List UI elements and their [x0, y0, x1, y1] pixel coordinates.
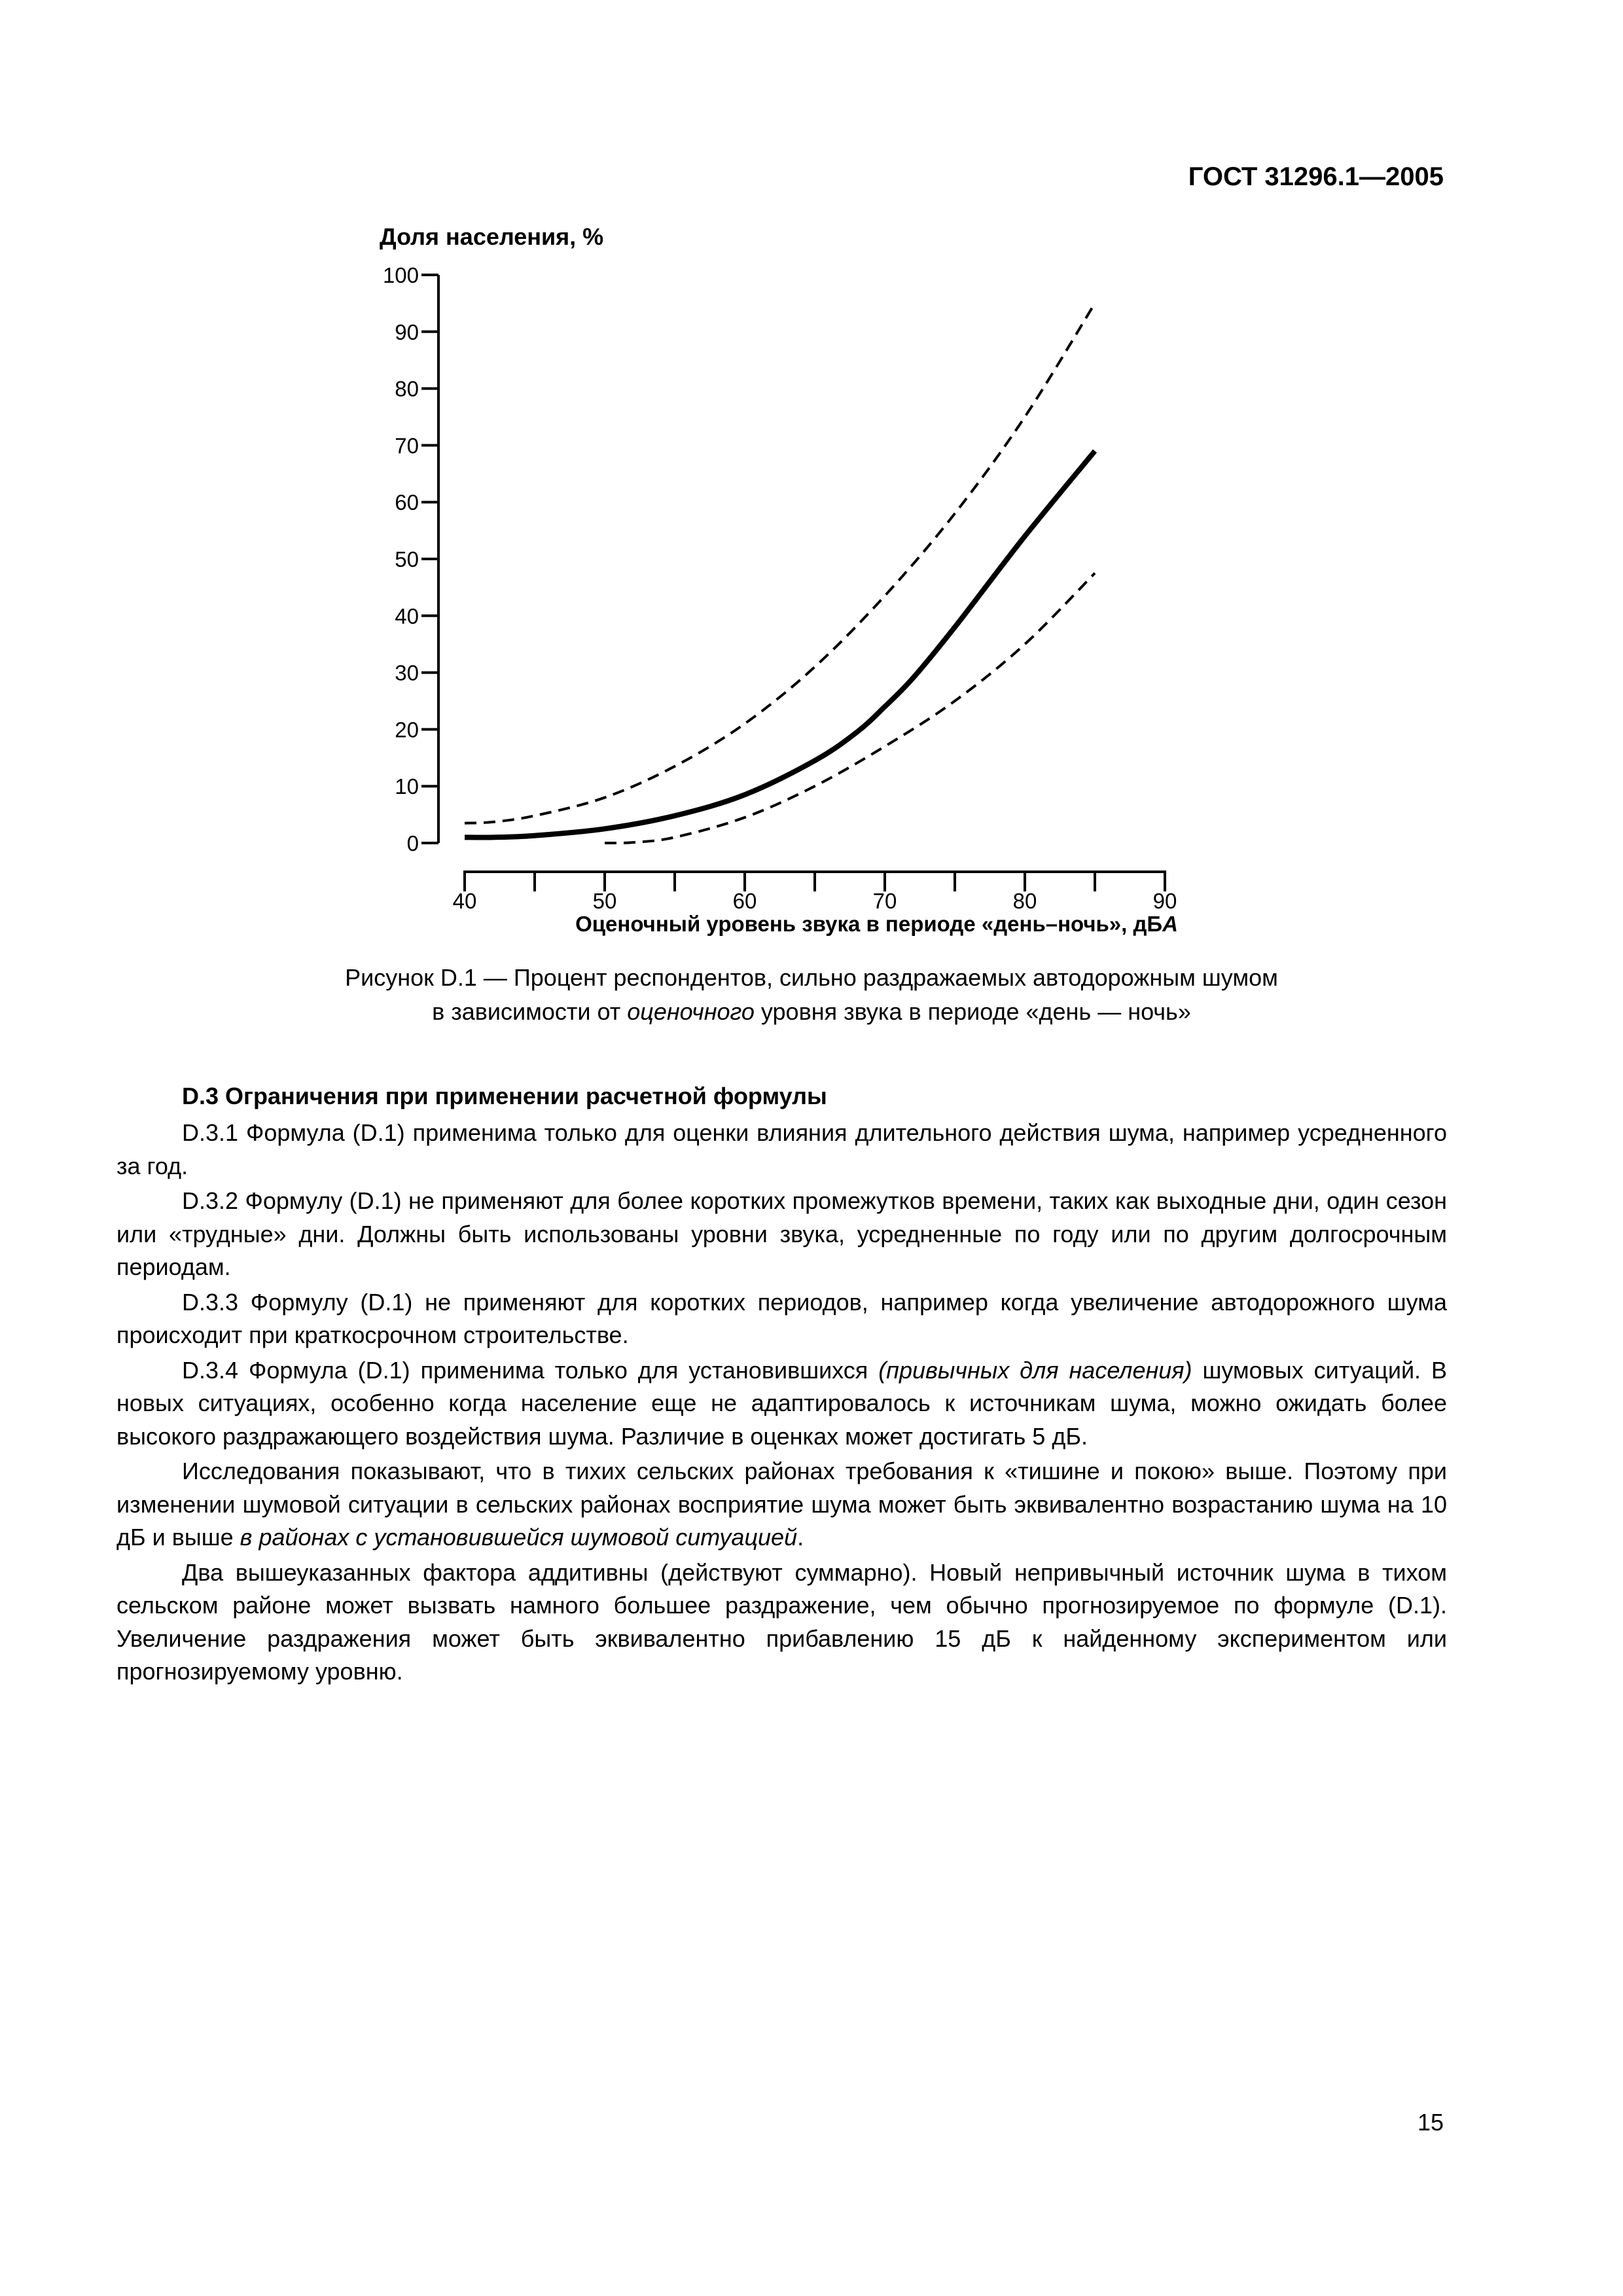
- dashed-curve-1: [465, 303, 1095, 823]
- x-tick-label: 60: [732, 889, 757, 913]
- y-tick-label: 10: [395, 774, 419, 799]
- figure-chart: [353, 223, 1230, 936]
- solid-curve: [465, 451, 1095, 837]
- paragraph-research-italic: в районах с установившейся шумовой ситуацией: [240, 1524, 798, 1551]
- y-axis-label: Доля населения, %: [380, 223, 604, 250]
- x-axis-label-text: Оценочный уровень звука в периоде «день–ночь», дБ: [575, 912, 1163, 936]
- figure-caption: [170, 961, 1453, 1029]
- x-axis-label: [575, 912, 1178, 936]
- y-tick-label: 80: [395, 376, 419, 401]
- paragraph-d34-end: шумовых ситуаций. В новых ситуациях, особенно когда население еще не адаптировалось к источникам шума, можно ожидать более высокого раздражающего воздействия шума. Различие в оценках может достигать 5 дБ.: [116, 1356, 1447, 1450]
- y-tick-label: 100: [382, 263, 419, 287]
- caption-line-2-italic: оценочного: [627, 998, 755, 1025]
- x-tick-label: 80: [1012, 889, 1037, 913]
- section-d3: [116, 1080, 1447, 1691]
- dashed-curve-2: [605, 573, 1095, 843]
- paragraph-research: [116, 1455, 1447, 1554]
- y-tick-label: 20: [395, 717, 419, 742]
- paragraph-d34-italic: (привычных для населения): [878, 1356, 1192, 1384]
- page-number: 15: [1417, 2109, 1444, 2136]
- y-tick-label: 40: [395, 603, 419, 628]
- caption-line-1: Рисунок D.1 — Процент респондентов, сильно раздражаемых автодорожным шумом: [345, 964, 1278, 991]
- section-heading: D.3 Ограничения при применении расчетной формулы: [182, 1083, 827, 1109]
- caption-line-2-end: уровня звука в периоде «день — ночь»: [754, 998, 1191, 1025]
- chart-series-layer: [465, 303, 1095, 843]
- paragraph-additive: Два вышеуказанных фактора аддитивны (действуют суммарно). Новый непривычный источник шума в тихом сельском районе может вызвать намного большее раздражение, чем обычно прогнозируемое по формуле (D.1). Увеличение раздражения может быть эквивалентно прибавлению 15 дБ к найденному экспериментом или прогнозируемому уровню.: [116, 1558, 1447, 1685]
- paragraph-d34: [116, 1354, 1447, 1454]
- chart-axes: [383, 263, 1177, 913]
- paragraph-d32: D.3.2 Формулу (D.1) не применяют для более коротких промежутков времени, таких как выходные дни, один сезон или «трудные» дни. Должны быть использованы уровни звука, усредненные по году или по другим долгосрочным периодам.: [116, 1187, 1447, 1280]
- caption-line-2: [170, 995, 1453, 1029]
- paragraph-d31: D.3.1 Формула (D.1) применима только для оценки влияния длительного действия шума, например усредненного за год.: [116, 1119, 1447, 1179]
- x-tick-label: 70: [872, 889, 897, 913]
- x-tick-label: 50: [592, 889, 617, 913]
- x-axis-label-unit: А: [1162, 912, 1178, 936]
- x-tick-label: 90: [1152, 889, 1177, 913]
- y-tick-label: 70: [395, 433, 419, 458]
- x-tick-label: 40: [452, 889, 477, 913]
- paragraph-d33: D.3.3 Формулу (D.1) не применяют для коротких периодов, например когда увеличение автодорожного шума происходит при краткосрочном строительстве.: [116, 1288, 1447, 1348]
- caption-line-2-start: в зависимости от: [432, 998, 628, 1025]
- y-tick-label: 30: [395, 660, 419, 685]
- y-tick-label: 60: [395, 490, 419, 515]
- paragraph-research-end: .: [797, 1524, 804, 1551]
- y-tick-label: 90: [395, 319, 419, 344]
- paragraph-research-start: Исследования показывают, что в тихих сельских районах требования к «тишине и покою» выше. Поэтому при изменении шумовой ситуации в сельских районах восприятие шума может быть эквивалентно возрастанию шума на 10 дБ и выше: [116, 1458, 1447, 1551]
- y-tick-label: 50: [395, 547, 419, 571]
- y-tick-label: 0: [406, 831, 419, 855]
- document-code: ГОСТ 31296.1—2005: [1188, 162, 1444, 191]
- paragraph-d34-start: D.3.4 Формула (D.1) применима только для установившихся: [182, 1356, 879, 1384]
